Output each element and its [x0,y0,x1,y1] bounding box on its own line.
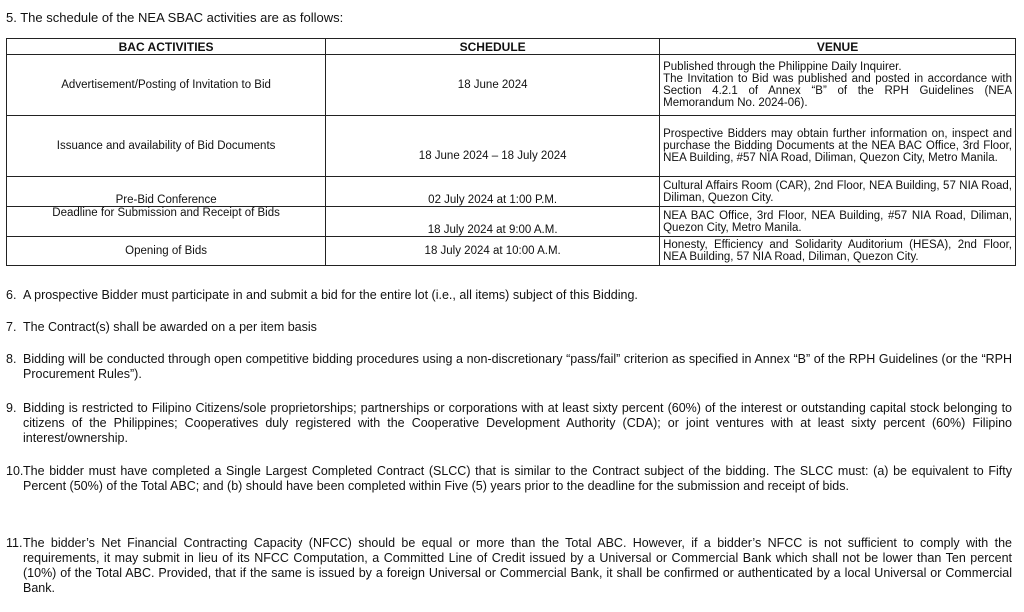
venue-cell [660,55,1016,116]
paragraph-8 [6,352,1012,382]
venue-line: Cultural Affairs Room (CAR), 2nd Floor, NEA Building, 57 NIA Road, Diliman, Quezon City. [663,179,1012,204]
paragraph-number: 7. [6,320,17,334]
table-row [7,207,1016,237]
paragraph-text: The Contract(s) shall be awarded on a per item basis [23,320,317,334]
schedule-cell: 18 June 2024 [326,55,660,116]
activity-cell: Advertisement/Posting of Invitation to Bid [7,55,326,116]
activity-cell: Pre-Bid Conference [7,177,326,207]
paragraph-number: 9. [6,401,17,415]
header-venue: VENUE [660,39,1016,55]
paragraph-text: Bidding is restricted to Filipino Citizens/sole proprietorships; partnerships or corporations with at least sixty percent (60%) of the interest or outstanding capital stock belonging to citizens of the Philippines; Cooperatives duly registered with the Cooperative Development Authority (CDA); or joint ventures with at least sixty percent (60%) Filipino interest/ownership. [23,401,1012,445]
table-header-row [7,39,1016,55]
header-bac-activities: BAC ACTIVITIES [7,39,326,55]
venue-cell [660,207,1016,237]
table-row [7,116,1016,177]
venue-line: Prospective Bidders may obtain further information on, inspect and purchase the Bidding Documents at the NEA BAC Office, 3rd Floor, NEA Building, #57 NIA Road, Diliman, Quezon City, Metro Manila. [663,128,1012,164]
table-row [7,177,1016,207]
activity-cell: Opening of Bids [7,237,326,266]
venue-cell [660,237,1016,266]
venue-cell [660,177,1016,207]
venue-line: Honesty, Efficiency and Solidarity Auditorium (HESA), 2nd Floor, NEA Building, 57 NIA Road, Diliman, Quezon City. [663,239,1012,263]
paragraph-9 [6,401,1012,446]
schedule-cell: 18 July 2024 at 9:00 A.M. [326,207,660,237]
paragraph-11 [6,536,1012,596]
schedule-cell: 18 July 2024 at 10:00 A.M. [326,237,660,266]
paragraph-10 [6,464,1012,494]
paragraph-number: 6. [6,288,17,302]
paragraph-number: 8. [6,352,17,366]
paragraph-number: 11. [6,536,23,550]
activity-cell: Deadline for Submission and Receipt of Bids [7,207,326,237]
activity-cell: Issuance and availability of Bid Documents [7,116,326,177]
paragraph-text: The bidder’s Net Financial Contracting Capacity (NFCC) should be equal or more than the Total ABC. However, if a bidder’s NFCC is not sufficient to comply with the requirements, it may submit in lieu of its NFCC Computation, a Committed Line of Credit issued by a Universal or Commercial Bank which shall not be lower than Ten percent (10%) of the Total ABC. Provided, that if the same is issued by a foreign Universal or Commercial Bank, it shall be confirmed or authenticated by a local Universal or Commercial Bank. [23,536,1012,595]
paragraph-text: The bidder must have completed a Single Largest Completed Contract (SLCC) that is similar to the Contract subject of the bidding. The SLCC must: (a) be equivalent to Fifty Percent (50%) of the Total ABC; and (b) should have been completed within Five (5) years prior to the deadline for the submission and receipt of bids. [23,464,1012,493]
schedule-cell: 02 July 2024 at 1:00 P.M. [326,177,660,207]
paragraph-text: A prospective Bidder must participate in and submit a bid for the entire lot (i.e., all items) subject of this Bidding. [23,288,638,302]
venue-line: Published through the Philippine Daily Inquirer. [663,61,902,73]
table-row [7,237,1016,266]
venue-line: The Invitation to Bid was published and posted in accordance with Section 4.2.1 of Annex “B” of the RPH Guidelines (NEA Memorandum No. 2024-06). [663,73,1012,109]
paragraph-6 [6,288,1012,303]
venue-line: NEA BAC Office, 3rd Floor, NEA Building, #57 NIA Road, Diliman, Quezon City, Metro Manila. [663,209,1012,234]
header-schedule: SCHEDULE [326,39,660,55]
table-row [7,55,1016,116]
schedule-table [6,38,1016,266]
item-5-heading: 5. The schedule of the NEA SBAC activities are as follows: [6,10,344,25]
paragraph-text: Bidding will be conducted through open competitive bidding procedures using a non-discretionary “pass/fail” criterion as specified in Annex “B” of the RPH Guidelines (or the “RPH Procurement Rules”). [23,352,1012,381]
paragraph-number: 10. [6,464,24,478]
paragraph-7 [6,320,1012,335]
venue-cell [660,116,1016,177]
schedule-cell: 18 June 2024 – 18 July 2024 [326,116,660,177]
